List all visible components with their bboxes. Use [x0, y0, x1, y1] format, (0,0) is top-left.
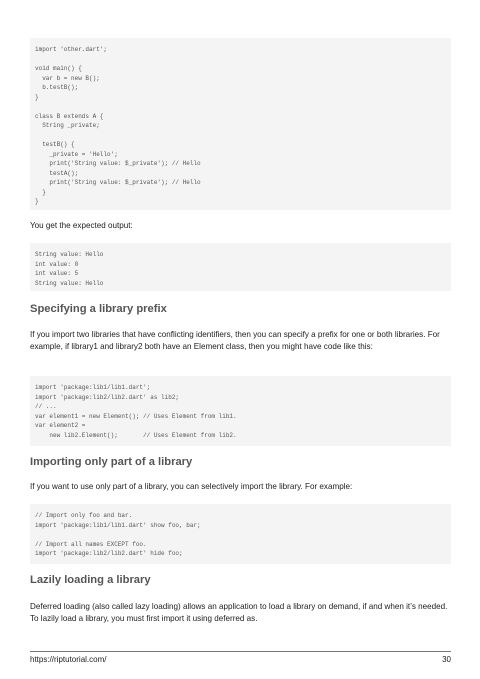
heading-lazy-loading: Lazily loading a library	[30, 574, 151, 586]
footer-url: https://riptutorial.com/	[30, 655, 107, 664]
prefix-intro-paragraph: If you import two libraries that have conflicting identifiers, then you can specify a prefix for one or both libraries. For example, if library1 and library2 both have an Element class, then you might have code like this:	[30, 330, 440, 351]
code-block-show-hide: // Import only foo and bar. import 'package:lib1/lib1.dart' show foo, bar; // Import all names EXCEPT foo. import 'package:lib2/lib2.dart' hide foo;	[30, 504, 451, 564]
code-block-output: String value: Hello int value: 0 int value: 5 String value: Hello	[30, 243, 451, 291]
footer-divider	[30, 651, 451, 652]
partial-intro-paragraph: If you want to use only part of a library, you can selectively import the library. For example:	[30, 482, 353, 491]
code-block-prefix: import 'package:lib1/lib1.dart'; import 'package:lib2/lib2.dart' as lib2; // ... var element1 = new Element(); // Uses Element from lib1. var element2 = new lib2.Element(); // Uses Element from lib2.	[30, 376, 451, 446]
expected-output-paragraph: You get the expected output:	[30, 221, 133, 230]
code-block-inheritance: import 'other.dart'; void main() { var b = new B(); b.testB(); } class B extends A { String _private; testB() { _private = 'Hello'; print('String value: $_private'); // Hello testA(); print('String value: $_private'); // Hello } }	[30, 38, 451, 210]
page-number: 30	[442, 655, 451, 664]
heading-library-prefix: Specifying a library prefix	[30, 303, 167, 315]
lazy-intro-paragraph: Deferred loading (also called lazy loading) allows an application to load a library on demand, if and when it’s needed. To lazily load a library, you must first import it using deferred as.	[30, 602, 448, 623]
heading-partial-import: Importing only part of a library	[30, 456, 193, 468]
